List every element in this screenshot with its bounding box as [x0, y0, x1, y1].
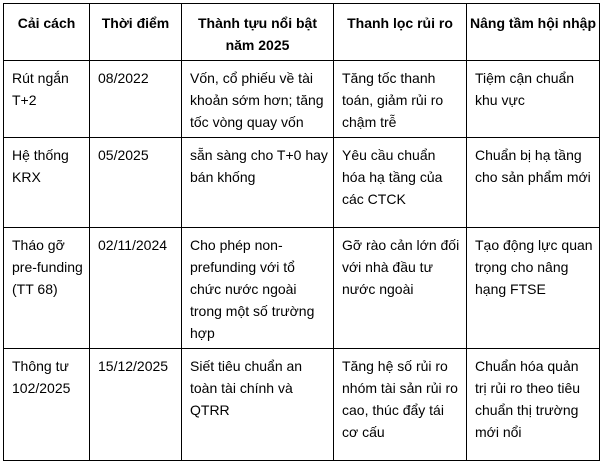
- header-cell-cai-cach: Cải cách: [4, 4, 90, 61]
- cell-integration: Chuẩn hóa quản trị rủi ro theo tiêu chuẩn thị trường mới nổi: [467, 349, 600, 461]
- header-cell-nang-tam-hoi-nhap: Nâng tầm hội nhập: [467, 4, 600, 61]
- table-row-thao-go-pre-funding: [4, 228, 600, 349]
- header-cell-thoi-diem: Thời điểm: [90, 4, 182, 61]
- cell-date: 05/2025: [90, 138, 182, 228]
- table-row-he-thong-krx: [4, 138, 600, 228]
- header-cell-thanh-loc-rui-ro: Thanh lọc rủi ro: [334, 4, 467, 61]
- cell-integration: Tiệm cận chuẩn khu vực: [467, 61, 600, 138]
- cell-date: 08/2022: [90, 61, 182, 138]
- cell-risk-filtering: Yêu cầu chuẩn hóa hạ tầng của các CTCK: [334, 138, 467, 228]
- cell-reform: Hệ thống KRX: [4, 138, 90, 228]
- cell-integration: Chuẩn bị hạ tầng cho sản phẩm mới: [467, 138, 600, 228]
- cell-achievement: Siết tiêu chuẩn an toàn tài chính và QTRR: [182, 349, 334, 461]
- cell-date: 15/12/2025: [90, 349, 182, 461]
- header-row: [4, 4, 600, 61]
- header-cell-thanh-tuu: Thành tựu nổi bật năm 2025: [182, 4, 334, 61]
- table-header: [4, 4, 600, 61]
- table-row-rut-ngan-t2: [4, 61, 600, 138]
- cell-achievement: Vốn, cổ phiếu về tài khoản sớm hơn; tăng tốc vòng quay vốn: [182, 61, 334, 138]
- cell-risk-filtering: Gỡ rào cản lớn đối với nhà đầu tư nước ngoài: [334, 228, 467, 349]
- cell-reform: Tháo gỡ pre-funding (TT 68): [4, 228, 90, 349]
- cell-reform: Rút ngắn T+2: [4, 61, 90, 138]
- cell-date: 02/11/2024: [90, 228, 182, 349]
- cell-risk-filtering: Tăng tốc thanh toán, giảm rủi ro chậm trễ: [334, 61, 467, 138]
- cell-achievement: Cho phép non-prefunding với tổ chức nước ngoài trong một số trường hợp: [182, 228, 334, 349]
- table-body: [4, 61, 600, 461]
- table-row-thong-tu-102-2025: [4, 349, 600, 461]
- cell-achievement: sẵn sàng cho T+0 hay bán khống: [182, 138, 334, 228]
- reform-table: [3, 3, 600, 461]
- cell-integration: Tạo động lực quan trọng cho nâng hạng FTSE: [467, 228, 600, 349]
- cell-reform: Thông tư 102/2025: [4, 349, 90, 461]
- cell-risk-filtering: Tăng hệ số rủi ro nhóm tài sản rủi ro cao, thúc đẩy tái cơ cấu: [334, 349, 467, 461]
